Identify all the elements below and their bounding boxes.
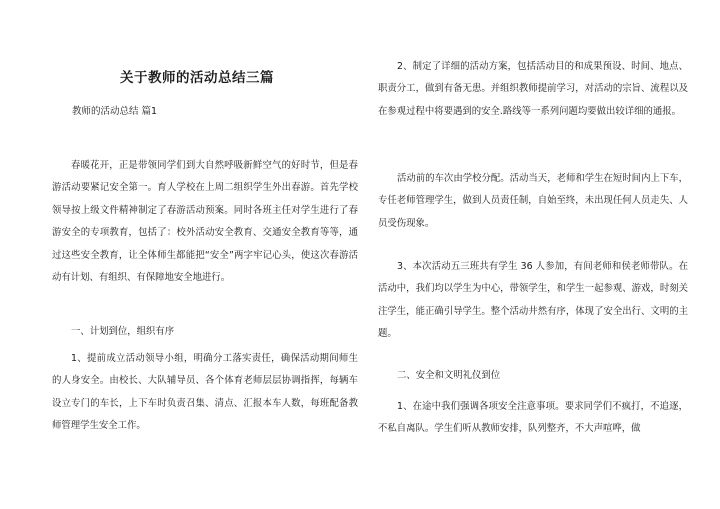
section-subtitle: 教师的活动总结 篇1 bbox=[72, 106, 158, 117]
paragraph-item-2: 2、制定了详细的活动方案，包括活动目的和成果预设、时间、地点、职责分工，做到有备无患。并组织教师提前学习，对活动的宗旨、流程以及在参观过程中将要遇到的安全.路线等一系列问题均要做出较详细的通报。 bbox=[378, 61, 688, 117]
paragraph-safety-item-1: 1、在途中我们强调各项安全注意事项。要求同学们不疯打，不追逐，不私自离队。学生们听从教师安排，队列整齐，不大声喧哗，做 bbox=[378, 401, 688, 435]
paragraph-item-3: 3、本次活动五三班共有学生 36 人参加，有间老师和侯老师带队。在活动中，我们均以学生为中心，带领学生，和学生一起参观、游戏，时刻关注学生，能正确引导学生。整个活动井然有序，体现了安全出行、文明的主题。 bbox=[378, 261, 688, 340]
section-heading-safety: 二、安全和文明礼仪到位 bbox=[397, 370, 501, 381]
document-title: 关于教师的活动总结三篇 bbox=[120, 70, 274, 86]
paragraph-arrangement: 活动前的车次由学校分配。活动当天，老师和学生在短时间内上下车，专任老师管理学生，做到人员责任制，自始至终，未出现任何人员走失、人员受伤现象。 bbox=[378, 173, 688, 229]
paragraph-intro: 春暖花开，正是带领同学们到大自然呼吸新鲜空气的好时节，但是春游活动要紧记安全第一。育人学校在上周二组织学生外出春游。首先学校领导按上级文件精神制定了春游活动预案。同时各班主任对学生进行了春游安全的专项教育，包括了：校外活动安全教育、交通安全教育等等，通过这些安全教育，让全体师生都能把“安全”两字牢记心头，使这次春游活动有计划、有组织、有保障地安全地进行。 bbox=[52, 160, 358, 284]
section-heading-plan: 一、计划到位，组织有序 bbox=[71, 326, 175, 337]
paragraph-item-1: 1、提前成立活动领导小组，明确分工落实责任，确保活动期间师生的人身安全。由校长、大队辅导员、各个体育老师层层协调指挥，每辆车设立专门的车长，上下车时负责召集、清点、汇报本车人数，每班配备教师管理学生安全工作。 bbox=[52, 353, 358, 432]
